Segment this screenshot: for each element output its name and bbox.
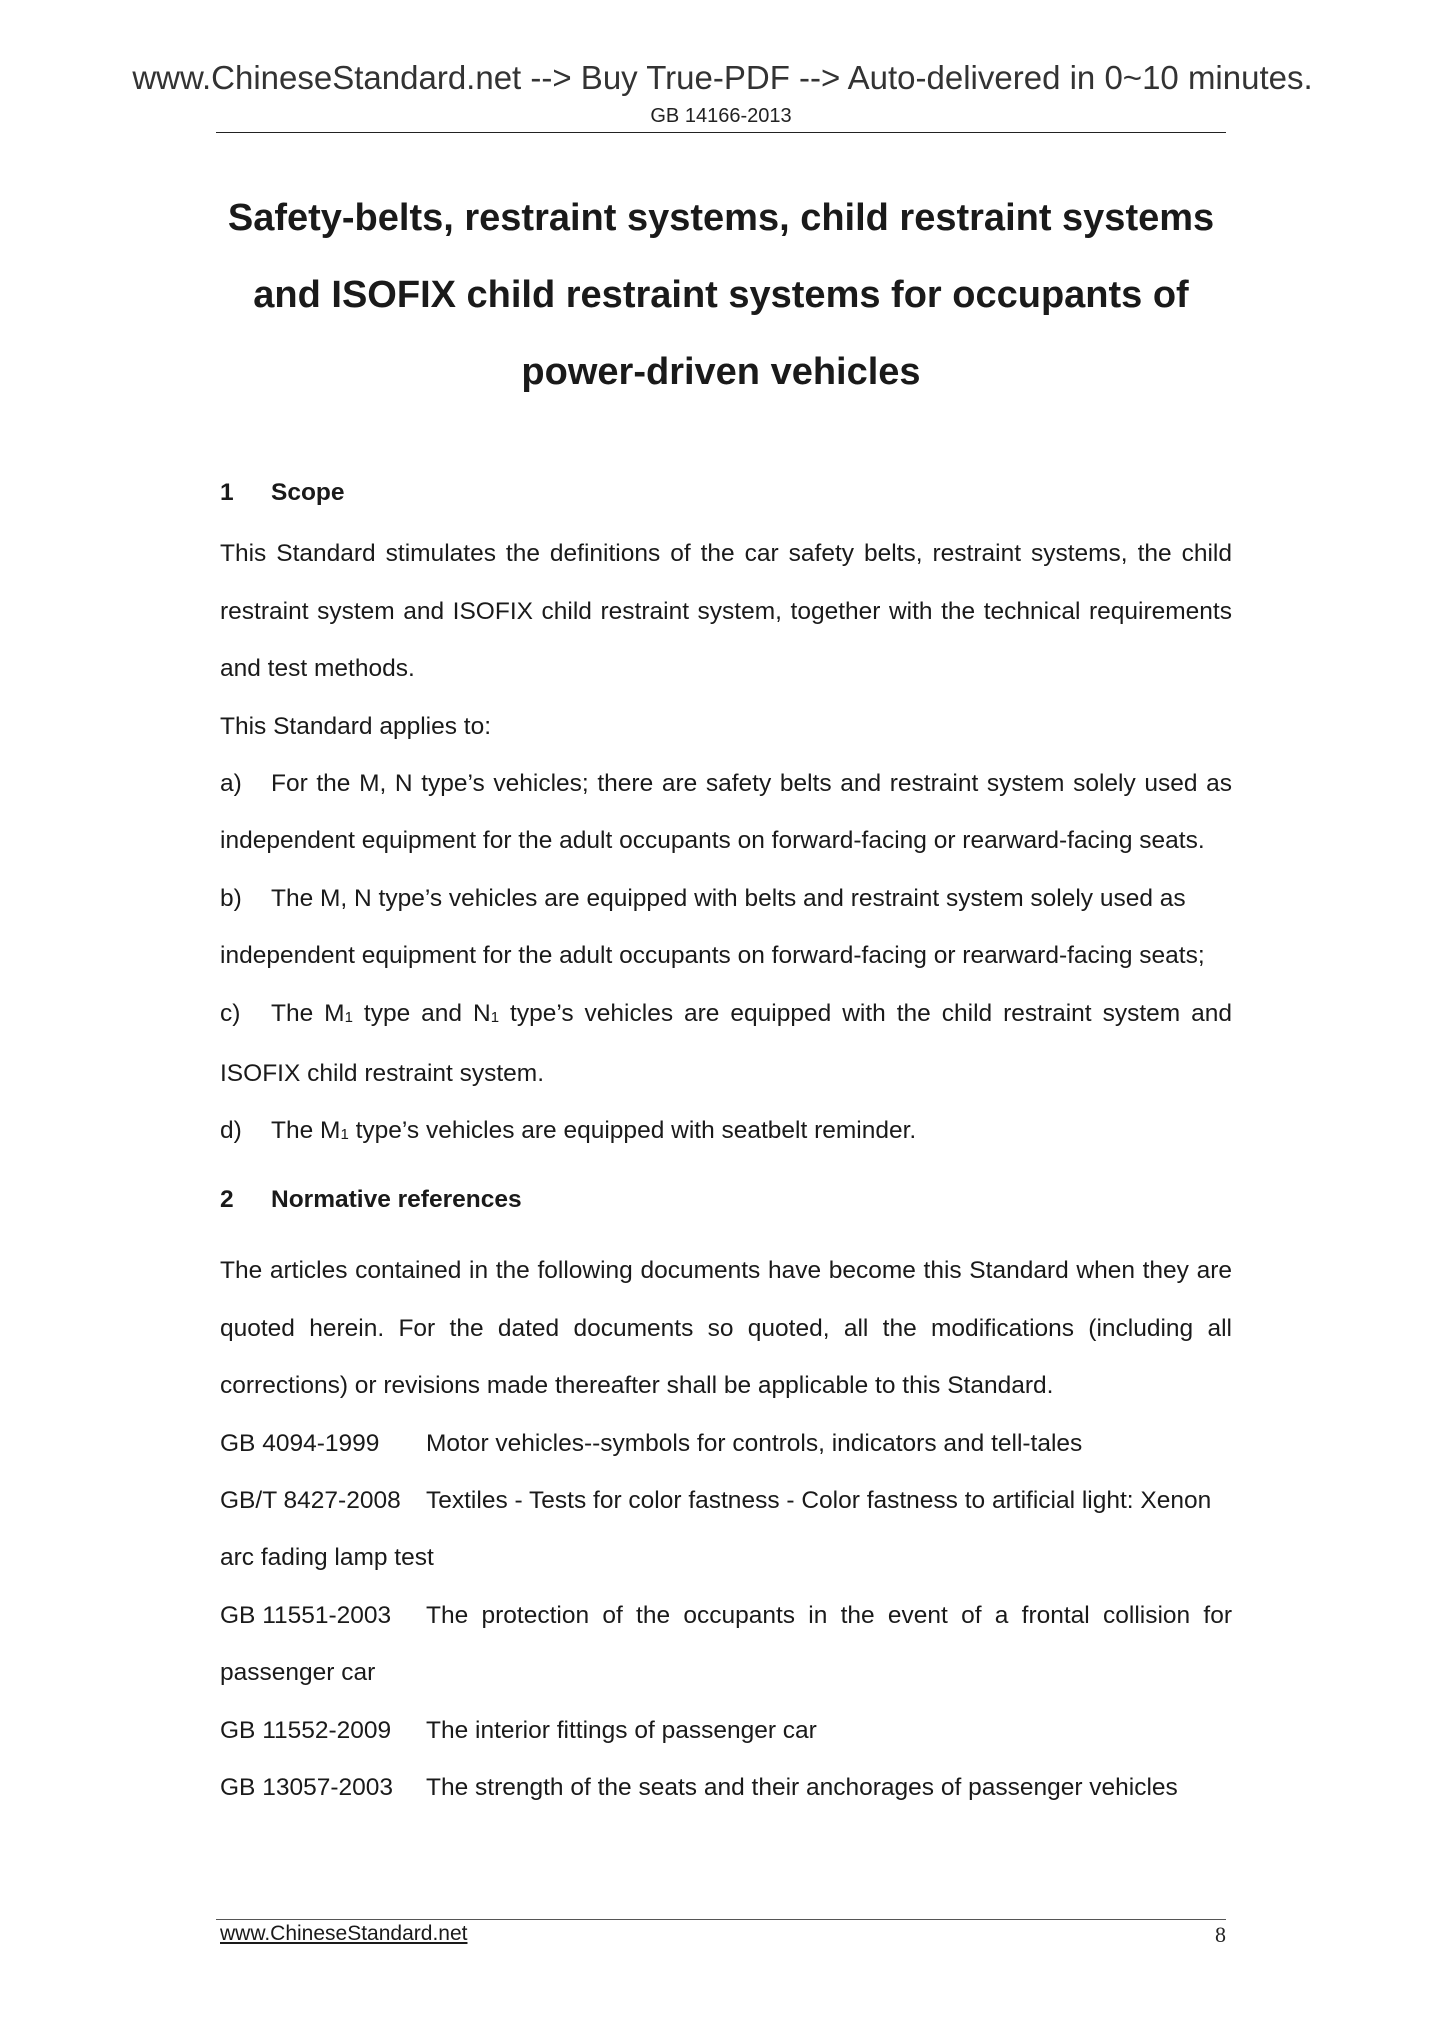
reference-title: The interior fittings of passenger car [426,1716,817,1744]
footer-website-link[interactable]: www.ChineseStandard.net [220,1922,468,1945]
item-text: The M [271,1117,341,1145]
item-subscript: 1 [490,1008,500,1026]
header-divider [216,132,1226,133]
title-line-3: power-driven vehicles [521,351,921,393]
item-text: type’s vehicles are equipped with the child restraint system and ISOFIX child restraint system. [220,999,1232,1088]
reference-code: GB 13057-2003 [220,1773,393,1801]
footer-divider [216,1919,1226,1920]
reference-code: GB 11551-2003 [220,1601,392,1629]
reference-item [220,1415,1232,1472]
item-label: a) [220,770,242,798]
section-2-number: 2 [220,1185,234,1213]
reference-item [220,1472,1232,1587]
item-subscript: 1 [340,1126,349,1144]
scope-item-b [220,870,1232,985]
item-text: type and N [352,999,491,1027]
reference-item [220,1759,1232,1816]
document-body [220,464,1232,1816]
scope-paragraph: This Standard stimulates the definitions of the car safety belts, restraint systems, the child restraint system and ISOFIX child restraint system, together with the technical requirements and test methods. [220,540,1232,683]
item-label: d) [220,1117,242,1145]
standard-code: GB 14166-2013 [650,105,792,127]
item-text: The M, N type’s vehicles are equipped with belts and restraint system solely used as independent equipment for the adult occupants on forward-facing or rearward-facing seats; [220,884,1205,970]
section-1-title: Scope [271,479,345,506]
section-1-number: 1 [220,479,234,506]
page-number: 8 [1215,1922,1226,1947]
scope-item-a [220,755,1232,870]
scope-item-d [220,1102,1232,1162]
reference-title: The protection of the occupants in the event of a frontal collision for passenger car [220,1601,1232,1687]
reference-title: Textiles - Tests for color fastness - Color fastness to artificial light: Xenon arc fading lamp test [220,1486,1212,1572]
item-label: c) [220,999,241,1027]
item-label: b) [220,884,242,912]
section-2-title: Normative references [271,1185,522,1213]
title-line-1: Safety-belts, restraint systems, child restraint systems [227,197,1215,239]
item-text: For the M, N type’s vehicles; there are safety belts and restraint system solely used as independent equipment for the adult occupants on forward-facing or rearward-facing seats. [220,770,1232,855]
section-2-heading [220,1171,1232,1228]
document-title [216,180,1226,411]
reference-title: The strength of the seats and their anchorages of passenger vehicles [426,1773,1178,1801]
section-1-heading [220,464,1232,521]
item-subscript: 1 [344,1008,353,1026]
item-text: type’s vehicles are equipped with seatbelt reminder. [348,1117,917,1145]
item-text: The M [271,999,345,1027]
reference-code: GB/T 8427-2008 [220,1486,401,1514]
top-banner: www.ChineseStandard.net --> Buy True-PDF --> Auto-delivered in 0~10 minutes. [132,59,1313,96]
reference-item [220,1702,1232,1759]
reference-code: GB 11552-2009 [220,1716,392,1744]
applies-to-paragraph: This Standard applies to: [220,712,492,740]
references-intro-paragraph: The articles contained in the following documents have become this Standard when they are quoted herein. For the dated documents so quoted, all the modifications (including all corrections) or revisions made thereafter shall be applicable to this Standard. [220,1257,1232,1400]
reference-code: GB 4094-1999 [220,1429,380,1457]
scope-item-c [220,985,1232,1103]
reference-title: Motor vehicles--symbols for controls, indicators and tell-tales [426,1429,1083,1457]
reference-item [220,1587,1232,1702]
title-line-2: and ISOFIX child restraint systems for occupants of [253,274,1189,316]
